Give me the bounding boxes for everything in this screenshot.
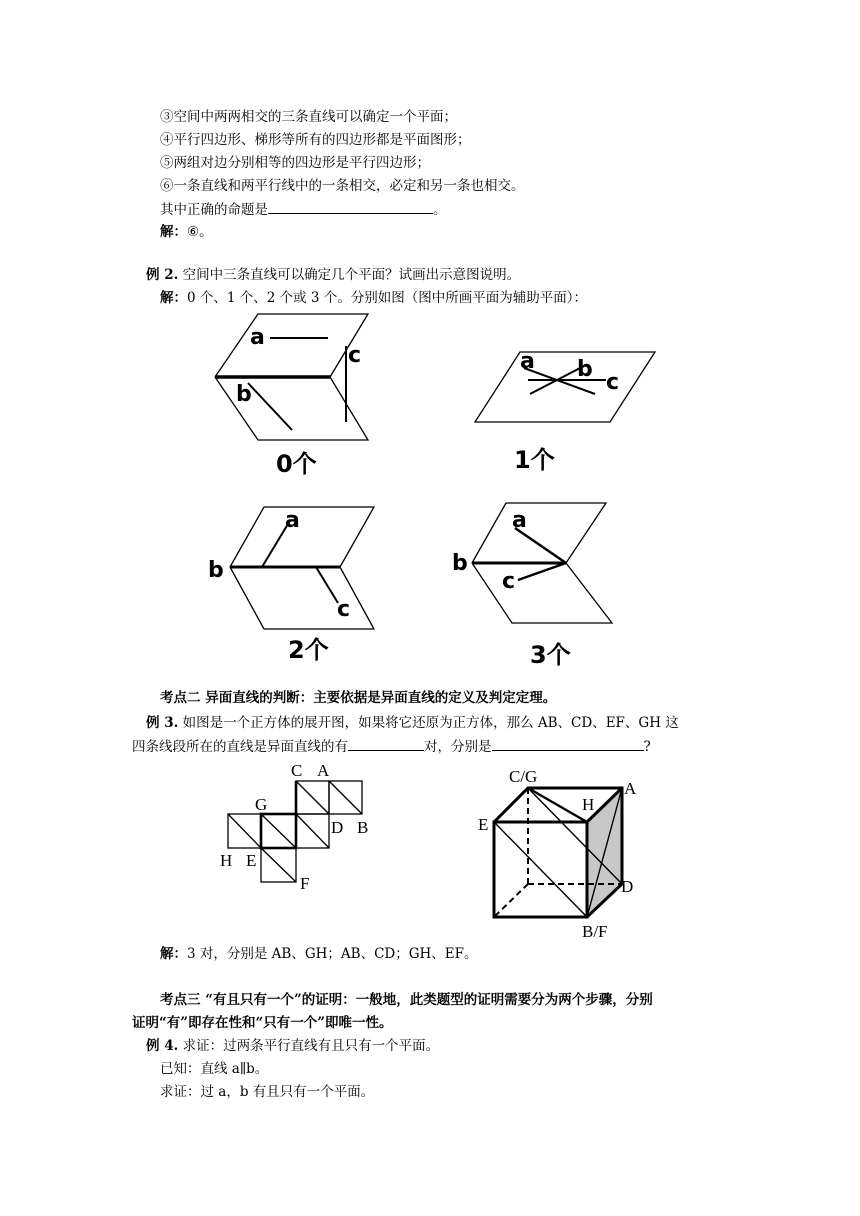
fig2-label-c: c: [337, 597, 351, 622]
fig0-caption: 0个: [276, 450, 317, 478]
fig1-label-c: c: [606, 370, 620, 395]
cube-label-h: H: [582, 795, 595, 814]
fig2-label-b: b: [208, 558, 224, 583]
proposition-5: ⑤两组对边分别相等的四边形是平行四边形；: [160, 155, 430, 171]
net-label-f: F: [300, 874, 310, 893]
fig0-label-c: c: [348, 343, 362, 368]
fig0-label-a: a: [250, 325, 265, 350]
example-4: [146, 1037, 439, 1055]
point-2-title: 考点二 异面直线的判断：主要依据是异面直线的定义及判定定理。: [160, 690, 557, 706]
example-3-text-2c: ?: [643, 739, 651, 755]
net-label-e: E: [246, 851, 257, 870]
example-3-solution-text: 3 对，分别是 AB、GH；AB、CD；GH、EF。: [187, 946, 478, 962]
cube-label-d: D: [621, 877, 634, 896]
proposition-6: ⑥一条直线和两平行线中的一条相交，必定和另一条也相交。: [160, 178, 525, 194]
cube-label-cg: C/G: [509, 767, 538, 786]
fig2-label-a: a: [285, 508, 300, 533]
fig3-caption: 3个: [530, 641, 571, 669]
fig2-caption: 2个: [288, 636, 329, 664]
example-4-text: 求证：过两条平行直线有且只有一个平面。: [182, 1038, 440, 1054]
example-2-solution-label: 解：: [160, 290, 187, 306]
net-label-d: D: [331, 818, 344, 837]
example-3-text-1: 如图是一个正方体的展开图，如果将它还原为正方体，那么 AB、CD、EF、GH 这: [182, 715, 679, 731]
question-end: 。: [433, 202, 447, 218]
fig3-label-c: c: [502, 569, 516, 594]
example-3-solution: [160, 945, 478, 963]
net-label-g: G: [255, 795, 268, 814]
proposition-4: ④平行四边形、梯形等所有的四边形都是平面图形；: [160, 132, 471, 148]
fig3-label-b: b: [452, 551, 468, 576]
cube-label-bf: B/F: [582, 922, 608, 941]
net-label-h: H: [220, 851, 233, 870]
fig1-caption: 1个: [514, 446, 555, 474]
example-3-solution-label: 解：: [160, 946, 187, 962]
net-label-c: C: [291, 761, 303, 780]
net-label-a: A: [317, 761, 330, 780]
proposition-3: ③空间中两两相交的三条直线可以确定一个平面；: [160, 109, 457, 125]
cube-3d: [494, 788, 622, 917]
example-4-label: 例 4.: [146, 1038, 179, 1054]
fig1-label-a: a: [520, 349, 535, 374]
fig3-label-a: a: [512, 508, 527, 533]
point-3-line-1: 考点三 “有且只有一个”的证明：一般地，此类题型的证明需要分为两个步骤，分别: [160, 992, 653, 1008]
cube-label-a: A: [624, 779, 637, 798]
example-2-solution-text: 0 个、1 个、2 个或 3 个。分别如图（图中所画平面为辅助平面）：: [187, 290, 588, 306]
example-3-text-2b: 对，分别是: [424, 739, 492, 755]
question-text: 其中正确的命题是: [160, 202, 268, 218]
example-4-given: 已知：直线 a∥b。: [160, 1061, 269, 1077]
example-3-label: 例 3.: [146, 715, 179, 731]
example-3-text-2a: 四条线段所在的直线是异面直线的有: [132, 739, 348, 755]
example-2-text: 空间中三条直线可以确定几个平面？试画出示意图说明。: [182, 267, 521, 283]
example-2-label: 例 2.: [146, 267, 179, 283]
solution-text: ⑥。: [187, 224, 213, 240]
net-label-b: B: [357, 818, 369, 837]
point-3-line-2: 证明“有”即存在性和“只有一个”即唯一性。: [132, 1015, 393, 1031]
fig0-label-b: b: [236, 382, 252, 407]
example-4-prove: 求证：过 a，b 有且只有一个平面。: [160, 1084, 375, 1100]
fig1-label-b: b: [577, 357, 593, 382]
cube-label-e: E: [478, 815, 489, 834]
solution-label: 解：: [160, 224, 187, 240]
